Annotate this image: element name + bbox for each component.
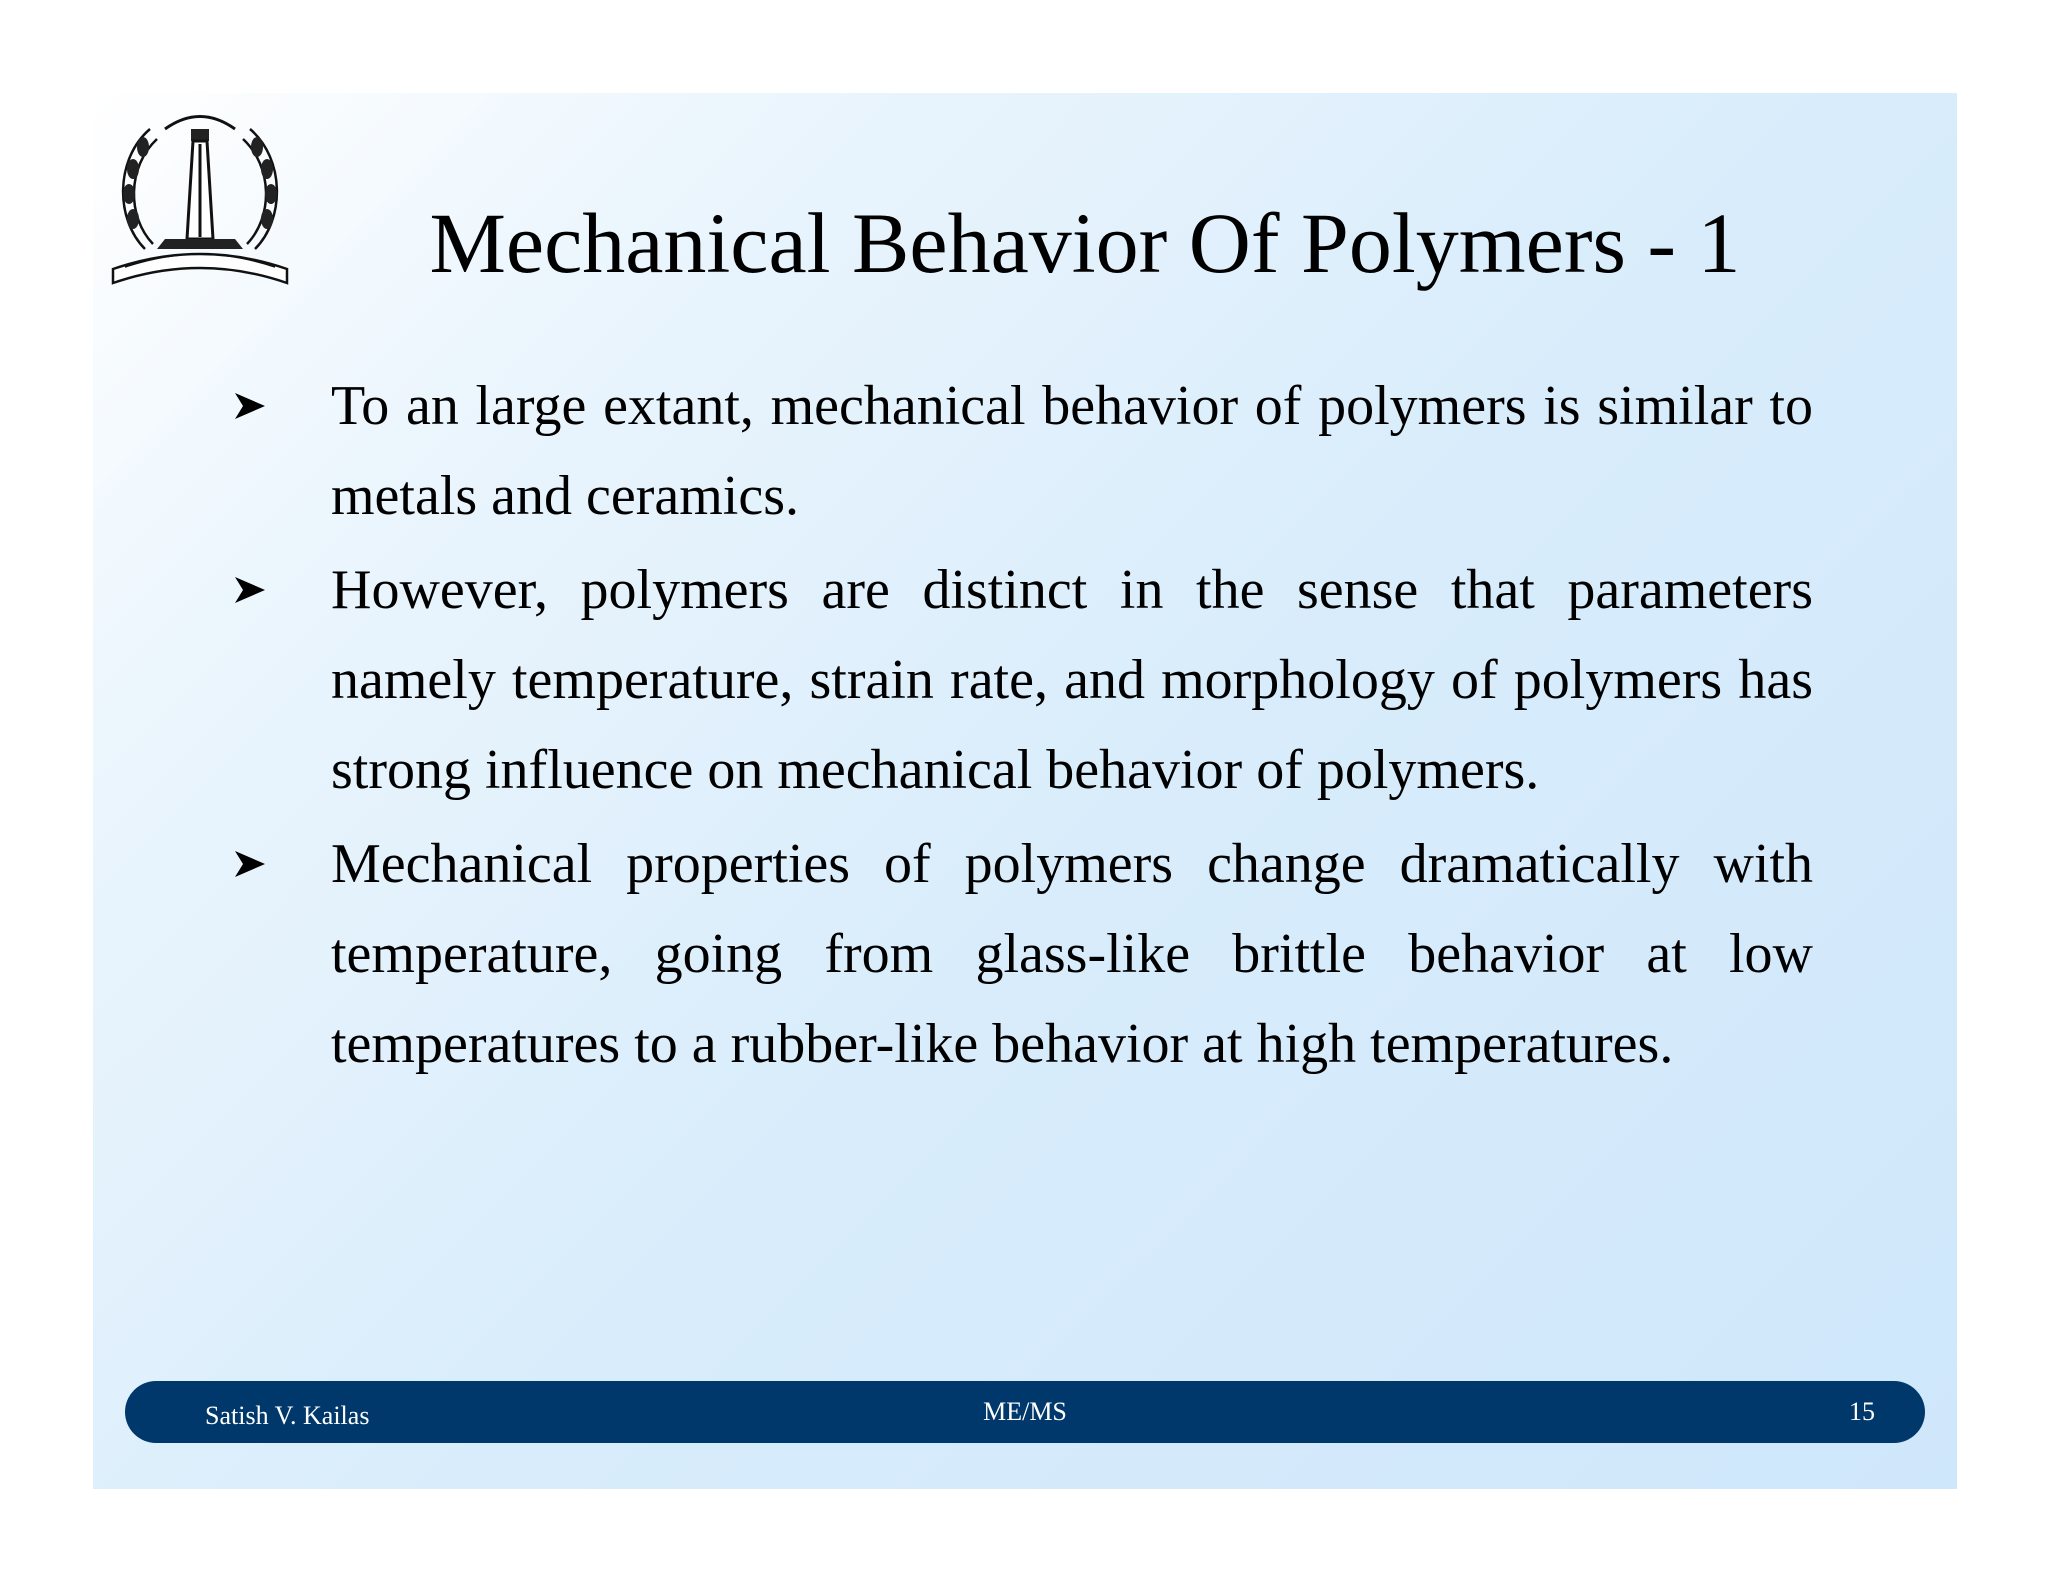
slide — [93, 93, 1957, 1489]
footer-author: Satish V. Kailas — [205, 1401, 370, 1430]
footer-course: ME/MS — [983, 1397, 1067, 1426]
arrowhead-bullet-icon — [233, 849, 267, 879]
slide-title: Mechanical Behavior Of Polymers - 1 — [429, 195, 1741, 291]
page-number: 15 — [1849, 1397, 1875, 1426]
bullet-list — [233, 361, 1813, 1093]
footer-bar — [125, 1381, 1925, 1443]
list-item — [233, 361, 1813, 541]
bullet-text: Mechanical properties of polymers change dramatically with temperature, going from glass-like brittle behavior at low temperatures to a rubber-like behavior at high temperatures. — [331, 833, 1813, 1075]
arrowhead-bullet-icon — [233, 391, 267, 421]
list-item — [233, 819, 1813, 1089]
arrowhead-bullet-icon — [233, 575, 267, 605]
bullet-text: To an large extant, mechanical behavior of polymers is similar to metals and ceramics. — [331, 375, 1813, 527]
bullet-text: However, polymers are distinct in the sense that parameters namely temperature, strain rate, and morphology of polymers has strong influence on mechanical behavior of polymers. — [331, 559, 1813, 801]
list-item — [233, 545, 1813, 815]
